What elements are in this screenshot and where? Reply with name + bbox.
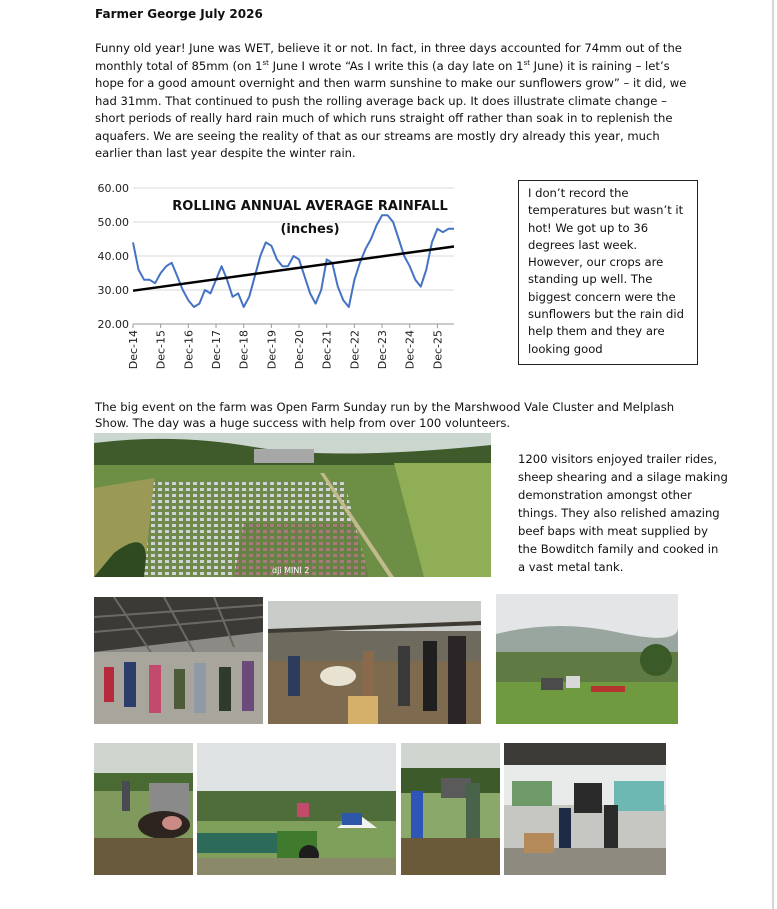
trend-line (133, 246, 454, 290)
x-tick-label: Dec-25 (431, 330, 445, 370)
y-tick-label: 30.00 (97, 284, 129, 297)
y-tick-label: 20.00 (97, 318, 129, 331)
chart-subtitle: (inches) (280, 222, 340, 237)
y-tick-label: 50.00 (97, 216, 129, 229)
page-right-border (772, 0, 774, 909)
x-tick-label: Dec-23 (376, 330, 390, 370)
x-tick-label: Dec-20 (293, 330, 307, 370)
gardening-photo (401, 743, 500, 875)
article-title: Farmer George July 2026 (95, 7, 263, 21)
temperature-note-text: I don’t record the temperatures but wasn’t it hot! We got up to 36 degrees last week. However, our crops are standing up well. The biggest concern were the sunflowers but the rain did help them and they are looking good (528, 186, 684, 356)
x-tick-label: Dec-18 (237, 330, 251, 370)
x-tick-label: Dec-15 (154, 330, 168, 370)
x-tick-label: Dec-24 (403, 330, 417, 370)
silage-demo-photo (496, 594, 678, 724)
y-tick-label: 40.00 (97, 250, 129, 263)
event-paragraph: The big event on the farm was Open Farm Sunday run by the Marshwood Vale Cluster and Melplash Show. The day was a huge success with help from over 100 volunteers. (95, 400, 675, 430)
chart-title: ROLLING ANNUAL AVERAGE RAINFALL (172, 199, 448, 214)
y-tick-label: 60.00 (97, 182, 129, 195)
x-tick-label: Dec-17 (210, 330, 224, 370)
x-tick-label: Dec-22 (348, 330, 362, 370)
rainfall-chart (90, 178, 470, 398)
pig-photo (94, 743, 193, 875)
aerial-farm-photo (94, 433, 491, 577)
tractor-trailer-photo (197, 743, 396, 875)
sheep-shearing-photo (268, 601, 481, 724)
drone-overlay-text: dji MINI 2 (272, 566, 310, 575)
x-tick-label: Dec-16 (182, 330, 196, 370)
intro-paragraph: Funny old year! June was WET, believe it or not. In fact, in three days accounted for 74mm out of the monthly total of 85mm (on 1st June I wrote “As I write this (a day late on 1st June) it is raining – let’s hope for a good amount overnight and then warm sunshine to make our sunflowers grow” – it did, we had 31mm. That continued to push the rolling average back up. It does illustrate climate change – short periods of really hard rain much of which runs straight off rather than soak in to replenish the aquafers. We are seeing the reality of that as our streams are mostly dry already this year, much earlier than last year despite the winter rain. (95, 41, 687, 160)
barn-crowd-photo (94, 597, 263, 724)
temperature-note-box (518, 180, 698, 365)
x-tick-label: Dec-21 (320, 330, 334, 370)
x-tick-label: Dec-19 (265, 330, 279, 370)
visitors-paragraph: 1200 visitors enjoyed trailer rides, sheep shearing and a silage making demonstration amongst other things. They also relished amazing beef baps with meat supplied by the Bowditch family and cooked in a vast metal tank. (518, 452, 728, 574)
x-tick-label: Dec-14 (127, 330, 140, 370)
bbq-tent-photo (504, 743, 666, 875)
